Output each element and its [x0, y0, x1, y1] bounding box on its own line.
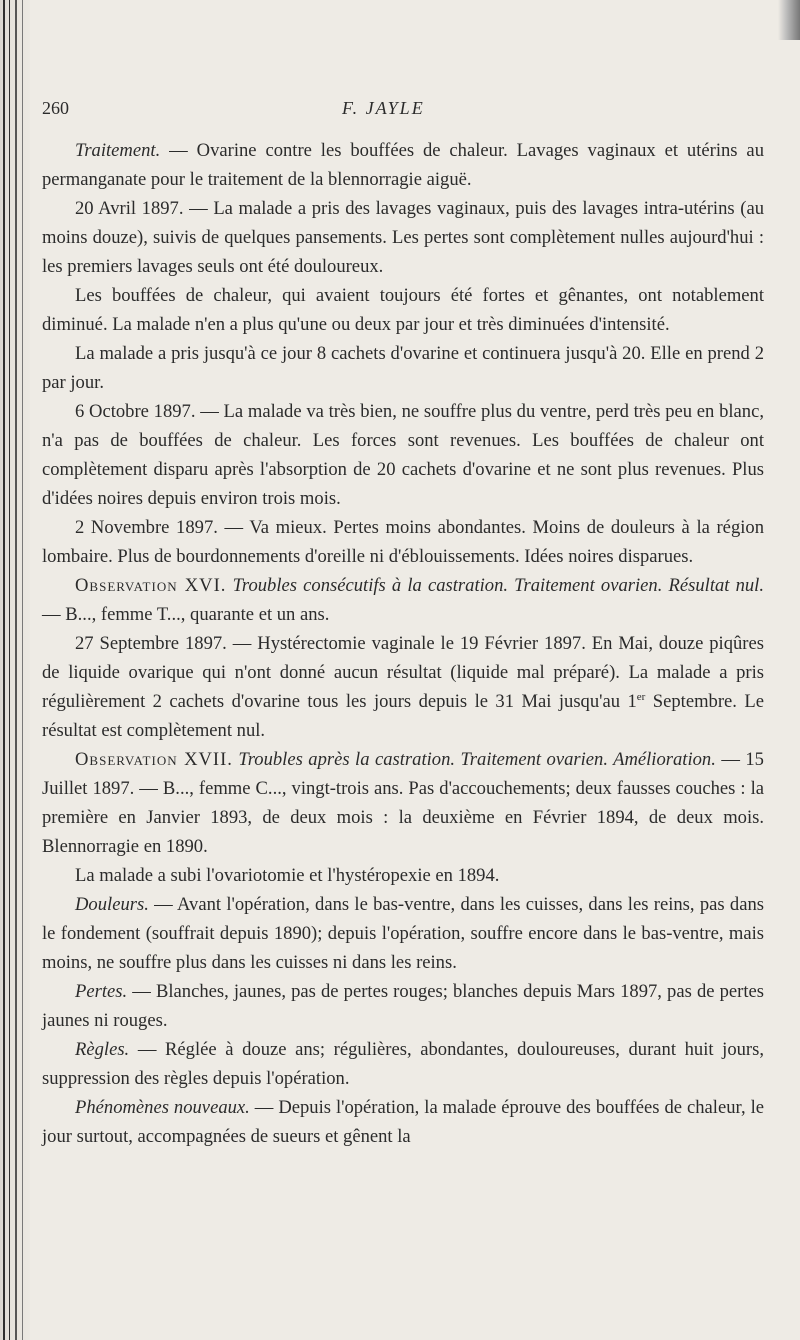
- small-caps-label: Observation XVII.: [75, 749, 233, 770]
- superscript: er: [636, 690, 646, 703]
- paragraph-text: Septembre. Le résultat est complètement nul.: [42, 691, 764, 741]
- paragraph-text: 6 Octobre 1897. — La malade va très bien, ne souffre plus du ventre, perd très peu en blanc, n'a pas de bouffées de chaleur. Les forces sont revenues. Les bouffées de chaleur ont complètement disparu après l'absorption de 20 cachets d'ovarine et ne sont plus revenues. Plus d'idées noires depuis environ trois mois.: [42, 401, 764, 509]
- page-number: 260: [42, 98, 69, 118]
- paragraph: [42, 890, 764, 977]
- body-text: [42, 136, 764, 1151]
- italic-lead: Phénomènes nouveaux.: [75, 1097, 250, 1118]
- paragraph: [42, 339, 764, 397]
- paragraph-text: La malade a pris jusqu'à ce jour 8 cachets d'ovarine et continuera jusqu'à 20. Elle en prend 2 par jour.: [42, 343, 764, 393]
- running-author: F. JAYLE: [342, 98, 425, 118]
- paragraph: [42, 397, 764, 513]
- paragraph: [42, 629, 764, 745]
- paragraph-text: La malade a subi l'ovariotomie et l'hystéropexie en 1894.: [75, 865, 500, 886]
- book-spine: [0, 0, 30, 1340]
- italic-lead: Traitement.: [75, 140, 161, 161]
- paragraph: [42, 281, 764, 339]
- paragraph: [42, 194, 764, 281]
- paragraph-text: — Ovarine contre les bouffées de chaleur. Lavages vaginaux et utérins au permanganate pour le traitement de la blennorragie aiguë.: [42, 140, 764, 190]
- paragraph-text: 27 Septembre 1897. — Hystérectomie vaginale le 19 Février 1897. En Mai, douze piqûres de liquide ovarique qui n'ont donné aucun résultat (liquide mal préparé). La malade a pris régulièrement 2 cachets d'ovarine tous les jours depuis le 31 Mai jusqu'au 1: [42, 633, 764, 712]
- paragraph-text: Les bouffées de chaleur, qui avaient toujours été fortes et gênantes, ont notablement diminué. La malade n'en a plus qu'une ou deux par jour et très diminuées d'intensité.: [42, 285, 764, 335]
- paragraph-text: — Avant l'opération, dans le bas-ventre, dans les cuisses, dans les reins, pas dans le fondement (souffrait depuis 1890); depuis l'opération, souffre encore dans le bas-ventre, mais moins, ne souffre plus dans les cuisses ni dans les reins.: [42, 894, 764, 973]
- paragraph: [42, 513, 764, 571]
- italic-lead: Pertes.: [75, 981, 128, 1002]
- italic-lead: Règles.: [75, 1039, 130, 1060]
- observation-heading: [42, 745, 764, 861]
- paragraph-text: — 15 Juillet 1897. — B..., femme C..., vingt-trois ans. Pas d'accouchements; deux fausses couches : la première en Janvier 1893, de deux mois : la deuxième en Février 1894, de deux mois. Blennorragie en 1890.: [42, 749, 764, 857]
- italic-title: Troubles consécutifs à la castration. Traitement ovarien. Résultat nul.: [226, 575, 764, 596]
- small-caps-label: Observation XVI.: [75, 575, 227, 596]
- paragraph: [42, 977, 764, 1035]
- paragraph-text: — B..., femme T..., quarante et un ans.: [42, 604, 330, 625]
- observation-heading: [42, 571, 764, 629]
- italic-title: Troubles après la castration. Traitement ovarien. Amélioration.: [232, 749, 716, 770]
- paragraph-text: 2 Novembre 1897. — Va mieux. Pertes moins abondantes. Moins de douleurs à la région lombaire. Plus de bourdonnements d'oreille ni d'éblouissements. Idées noires disparues.: [42, 517, 764, 567]
- running-header: [42, 98, 462, 120]
- italic-lead: Douleurs.: [75, 894, 149, 915]
- paragraph: [42, 861, 764, 890]
- paragraph: [42, 136, 764, 194]
- paragraph-text: — Depuis l'opération, la malade éprouve des bouffées de chaleur, le jour surtout, accompagnées de sueurs et gênent la: [42, 1097, 764, 1147]
- paragraph-text: — Réglée à douze ans; régulières, abondantes, douloureuses, durant huit jours, suppression des règles depuis l'opération.: [42, 1039, 764, 1089]
- paragraph-text: — Blanches, jaunes, pas de pertes rouges; blanches depuis Mars 1897, pas de pertes jaunes ni rouges.: [42, 981, 764, 1031]
- page-edge-shadow: [778, 0, 800, 40]
- paragraph-text: 20 Avril 1897. — La malade a pris des lavages vaginaux, puis des lavages intra-utérins (au moins douze), suivis de quelques pansements. Les pertes sont complètement nulles aujourd'hui : les premiers lavages seuls ont été douloureux.: [42, 198, 764, 277]
- paragraph: [42, 1093, 764, 1151]
- paragraph: [42, 1035, 764, 1093]
